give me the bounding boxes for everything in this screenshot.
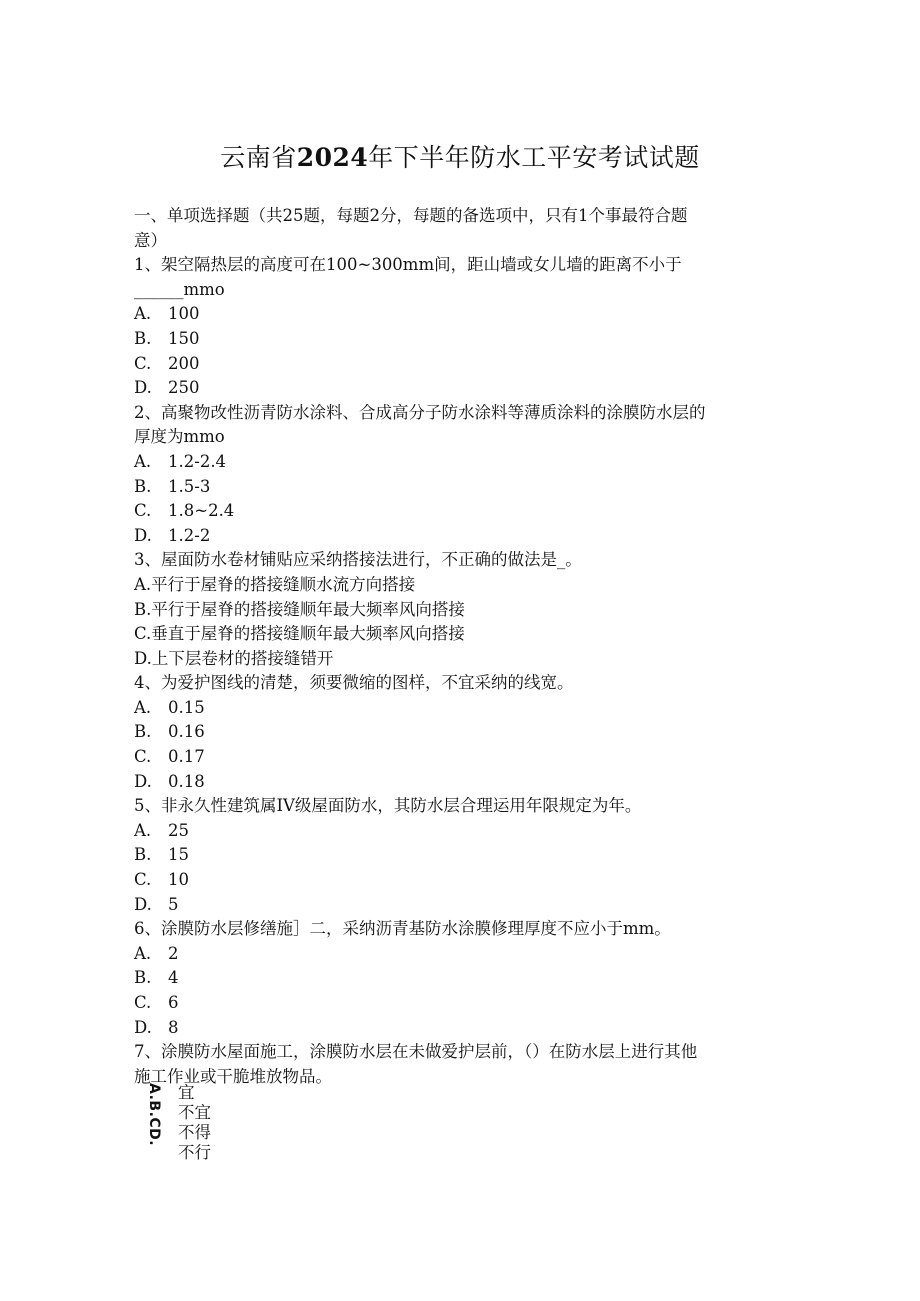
answer-option bbox=[134, 720, 784, 745]
option-text: D.上下层卷材的搭接缝错开 bbox=[134, 648, 334, 668]
question-stem: 4、为爱护图线的清楚，须要微缩的图样，不宜采纳的线宽。 bbox=[134, 673, 574, 693]
option-text: 8 bbox=[168, 1017, 179, 1037]
option-letter: C. bbox=[134, 501, 152, 521]
answer-option bbox=[134, 450, 784, 475]
answer-option bbox=[134, 1016, 784, 1041]
option-text: C.垂直于屋脊的搭接缝顺年最大频率风向搭接 bbox=[134, 624, 465, 644]
option-text: 2 bbox=[168, 943, 179, 963]
question-stem: 7、涂膜防水屋面施工，涂膜防水层在未做爱护层前，（）在防水层上进行其他 bbox=[134, 1042, 698, 1062]
question-stem-cont: 施工作业或干脆堆放物品。 bbox=[134, 1066, 332, 1086]
option-text: 100 bbox=[168, 304, 200, 324]
q7-option-text: 不行 bbox=[178, 1143, 211, 1162]
option-text: 1.5-3 bbox=[168, 476, 211, 496]
option-text: 0.15 bbox=[168, 697, 205, 717]
answer-option bbox=[134, 942, 784, 967]
question-stem: 2、高聚物改性沥青防水涂料、合成高分子防水涂料等薄质涂料的涂膜防水层的 bbox=[134, 402, 706, 422]
option-letter: D. bbox=[134, 894, 152, 914]
option-letter: A. bbox=[134, 943, 152, 963]
question-stem: 3、屋面防水卷材铺贴应采纳搭接法进行，不正确的做法是_。 bbox=[134, 550, 582, 570]
title-year: 2024 bbox=[296, 143, 369, 172]
option-text: 200 bbox=[168, 353, 200, 373]
option-letter: B. bbox=[134, 476, 152, 496]
option-letter: A. bbox=[134, 697, 152, 717]
title-prefix: 云南省 bbox=[220, 143, 297, 172]
option-letter: C. bbox=[134, 353, 152, 373]
option-text: 0.16 bbox=[168, 722, 205, 742]
option-letter: A. bbox=[134, 820, 152, 840]
option-text: B.平行于屋脊的搭接缝顺年最大频率风向搭接 bbox=[134, 599, 465, 619]
answer-option bbox=[134, 843, 784, 868]
option-text: 0.17 bbox=[168, 747, 205, 767]
answer-option bbox=[134, 352, 784, 377]
option-letter: A. bbox=[134, 451, 152, 471]
option-text: A.平行于屋脊的搭接缝顺水流方向搭接 bbox=[134, 574, 416, 594]
answer-option bbox=[134, 573, 784, 598]
answer-option bbox=[134, 475, 784, 500]
answer-option bbox=[134, 770, 784, 795]
answer-option bbox=[134, 966, 784, 991]
question-stem-cont: 厚度为mmo bbox=[134, 427, 225, 447]
question-stem: 6、涂膜防水层修缮施］二，采纳沥青基防水涂膜修理厚度不应小于mm。 bbox=[134, 919, 671, 939]
answer-option bbox=[134, 819, 784, 844]
answer-option bbox=[134, 622, 784, 647]
section-heading: 一、单项选择题（共25题，每题2分，每题的备选项中，只有1个事最符合题 bbox=[134, 206, 688, 225]
answer-option bbox=[134, 647, 784, 672]
option-letter: A. bbox=[134, 304, 152, 324]
option-letter: B. bbox=[134, 968, 152, 988]
option-letter: C. bbox=[134, 870, 152, 890]
option-text: 1.2-2.4 bbox=[168, 451, 227, 471]
option-letter: B. bbox=[134, 845, 152, 865]
answer-option bbox=[134, 524, 784, 549]
option-letter: B. bbox=[134, 328, 152, 348]
option-letter: C. bbox=[134, 993, 152, 1012]
option-text: 0.18 bbox=[168, 771, 205, 791]
option-text: 5 bbox=[168, 894, 179, 914]
option-text: 10 bbox=[168, 870, 189, 890]
q7-option-text: 宜 bbox=[178, 1083, 195, 1102]
option-text: 250 bbox=[168, 378, 200, 398]
section-heading-cont: 意） bbox=[134, 230, 167, 250]
q7-option-text: 不得 bbox=[178, 1123, 211, 1142]
q7-option-letters: A.B.CD. bbox=[146, 1083, 162, 1147]
answer-option bbox=[134, 991, 784, 1016]
option-text: 1.8~2.4 bbox=[168, 501, 235, 521]
answer-option bbox=[134, 302, 784, 327]
option-text: 15 bbox=[168, 845, 189, 865]
answer-option bbox=[134, 499, 784, 524]
option-letter: B. bbox=[134, 722, 152, 742]
option-letter: D. bbox=[134, 771, 152, 791]
option-text: 25 bbox=[168, 820, 189, 840]
q7-options-block bbox=[146, 1083, 266, 1163]
answer-option bbox=[134, 893, 784, 918]
answer-option bbox=[134, 696, 784, 721]
option-letter: D. bbox=[134, 525, 152, 545]
option-letter: D. bbox=[134, 378, 152, 398]
title-suffix: 年下半年防水工平安考试试题 bbox=[368, 143, 700, 172]
q7-option-texts bbox=[178, 1083, 211, 1163]
question-stem: 1、架空隔热层的高度可在100~300mm间，距山墙或女儿墙的距离不小于 bbox=[134, 255, 682, 275]
answer-option bbox=[134, 376, 784, 401]
option-letter: D. bbox=[134, 1017, 152, 1037]
option-text: 6 bbox=[168, 993, 179, 1012]
answer-option bbox=[134, 327, 784, 352]
answer-option bbox=[134, 745, 784, 770]
answer-option bbox=[134, 868, 784, 893]
answer-option bbox=[134, 598, 784, 623]
q7-option-text: 不宜 bbox=[178, 1103, 211, 1122]
question-list bbox=[134, 204, 784, 1089]
document-title bbox=[0, 138, 920, 174]
option-text: 4 bbox=[168, 968, 179, 988]
question-stem: 5、非永久性建筑属IV级屋面防水，其防水层合理运用年限规定为年。 bbox=[134, 796, 642, 816]
option-text: 150 bbox=[168, 328, 200, 348]
option-text: 1.2-2 bbox=[168, 525, 211, 545]
option-letter: C. bbox=[134, 747, 152, 767]
question-stem-cont: ______mmo bbox=[134, 279, 225, 299]
